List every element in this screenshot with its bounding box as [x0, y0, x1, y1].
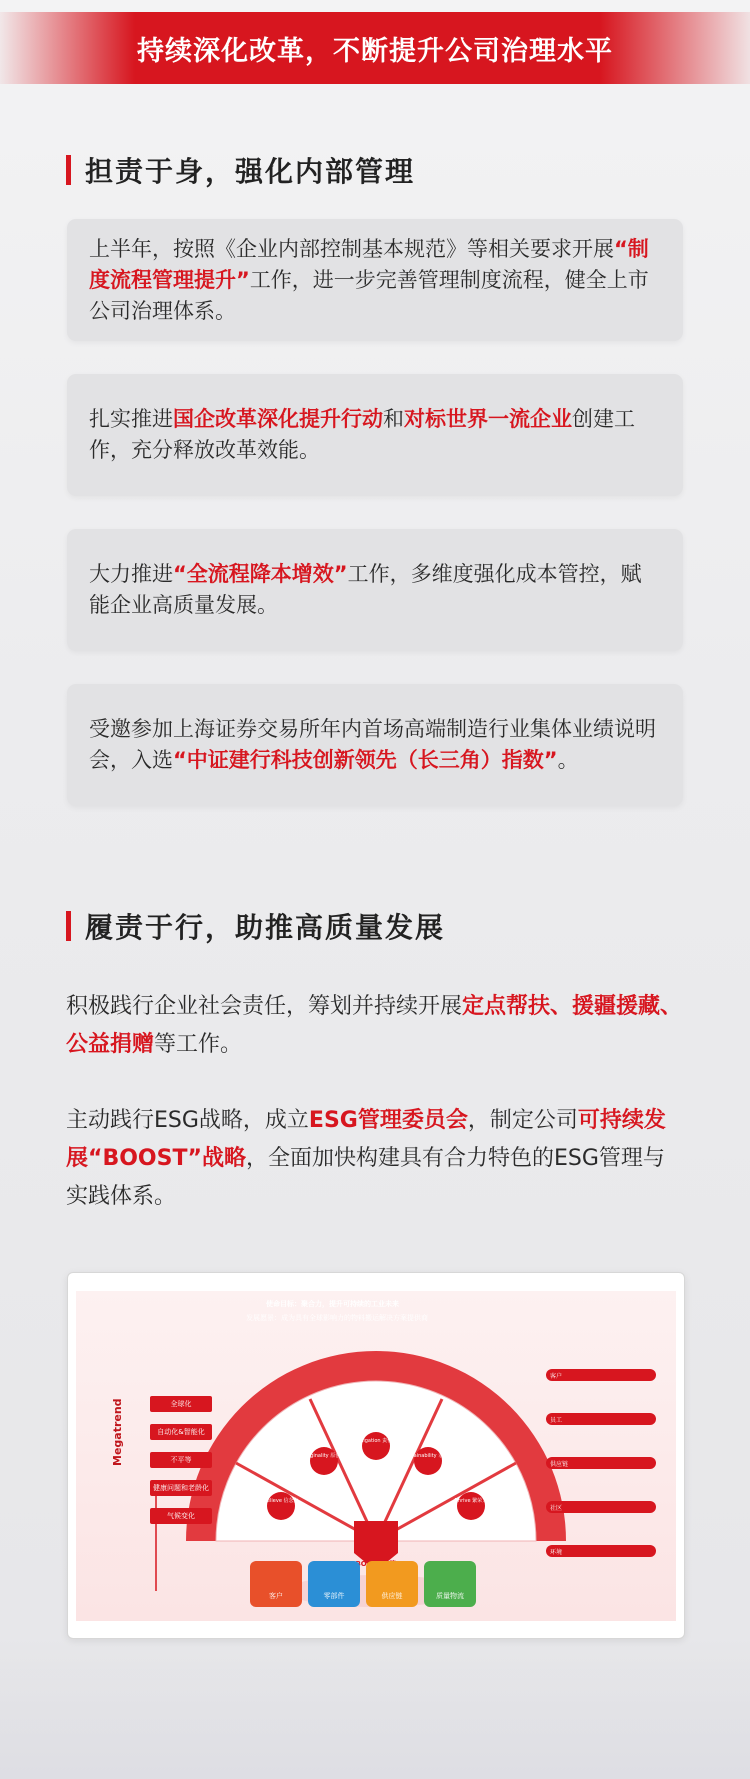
boost-strategy-figure	[67, 1272, 685, 1639]
stakeholder-label: 社区	[546, 1501, 656, 1513]
pillar-box: 零部件	[308, 1561, 360, 1607]
card-highlight: 国企改革深化提升行动	[173, 407, 383, 431]
card-text: 受邀参加上海证券交易所年内首场高端制造行业集体业绩说明会，入选	[89, 717, 656, 772]
card-highlight: “全流程降本增效”	[173, 562, 348, 586]
card-text: 工作，多维度强化成本管控，赋能企业高质量发展。	[89, 562, 642, 617]
governance-card-1	[67, 219, 683, 341]
card-text: 创建工作，充分释放改革效能。	[89, 407, 635, 462]
mission-text: 使命目标：聚合力，提升可持续的工业未来	[266, 1300, 399, 1308]
para-text: 主动践行ESG战略，成立	[66, 1108, 309, 1133]
pillar-box: 供应链	[366, 1561, 418, 1607]
stakeholder-item	[546, 1501, 656, 1513]
stakeholder-label: 供应链	[546, 1457, 656, 1469]
banner-title: 持续深化改革，不断提升公司治理水平	[137, 35, 613, 67]
heading-accent-bar	[66, 911, 71, 941]
header-banner	[0, 12, 750, 84]
governance-card-4	[67, 684, 683, 806]
floor-backdrop	[0, 1640, 750, 1779]
section1-title: 担责于身，强化内部管理	[85, 155, 416, 188]
heading-accent-bar	[66, 155, 71, 185]
governance-card-3	[67, 529, 683, 651]
segment-label: Sustainability 永续力	[402, 1453, 454, 1459]
megatrend-item: 气候变化	[150, 1508, 212, 1524]
card-text: 。	[557, 748, 579, 772]
para-text: 等工作。	[154, 1032, 243, 1057]
section1-heading	[66, 150, 415, 190]
card-text: 扎实推进	[89, 407, 173, 431]
card-highlight: “中证建行科技创新领先（长三角）指数”	[173, 748, 558, 772]
stakeholder-label: 环境	[546, 1545, 656, 1557]
para-text: 积极践行企业社会责任，筹划并持续开展	[66, 994, 463, 1019]
section2-title: 履责于行，助推高质量发展	[85, 911, 446, 944]
pillar-box: 客户	[250, 1561, 302, 1607]
megatrend-item: 健康问题和老龄化	[150, 1480, 212, 1496]
stakeholder-label: 客户	[546, 1369, 656, 1381]
pillar-box: 质量物流	[424, 1561, 476, 1607]
card-text: 工作，进一步完善管理制度流程，健全上市公司治理体系。	[89, 267, 649, 323]
stakeholder-label: 员工	[546, 1413, 656, 1425]
megatrend-item: 不平等	[150, 1452, 212, 1468]
segment-label: Obligation 责任力	[354, 1438, 398, 1444]
para-text: ，全面加快构建具有合力特色的ESG管理与实践体系。	[66, 1146, 665, 1209]
megatrend-item: 全球化	[150, 1396, 212, 1412]
esg-paragraph	[66, 1102, 684, 1216]
megatrend-label: Megatrend	[111, 1398, 124, 1466]
card-highlight: “制度流程管理提升”	[89, 236, 649, 292]
csr-paragraph	[66, 988, 684, 1064]
stakeholder-item	[546, 1457, 656, 1469]
megatrend-item: 自动化&智能化	[150, 1424, 212, 1440]
governance-card-2	[67, 374, 683, 496]
card-text: 和	[383, 407, 404, 431]
para-highlight: ESG管理委员会	[308, 1108, 468, 1133]
segment-label: Believe 信念力	[263, 1498, 299, 1504]
stakeholder-item	[546, 1413, 656, 1425]
para-text: ，制定公司	[467, 1108, 578, 1133]
card-highlight: 对标世界一流企业	[404, 407, 572, 431]
stakeholder-item	[546, 1545, 656, 1557]
figure-canvas	[76, 1291, 676, 1621]
para-highlight: 定点帮扶、援疆援藏、公益捐赠	[66, 994, 683, 1057]
section2-heading	[66, 906, 445, 946]
card-text: 上半年，按照《企业内部控制基本规范》等相关要求开展	[89, 236, 614, 261]
vision-text: 发展愿景：成为具有全球影响力的物料搬运解决方案提供商	[246, 1314, 428, 1322]
card-text: 大力推进	[89, 562, 173, 586]
para-highlight: 可持续发展“BOOST”战略	[66, 1108, 666, 1171]
segment-label: Originality 原创力	[302, 1453, 346, 1459]
stakeholder-item	[546, 1369, 656, 1381]
segment-label: Thrive 繁荣力	[454, 1498, 488, 1504]
